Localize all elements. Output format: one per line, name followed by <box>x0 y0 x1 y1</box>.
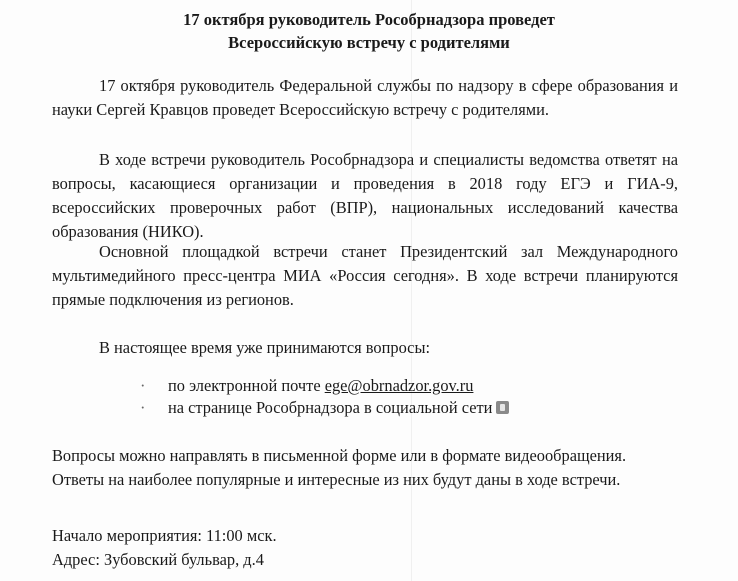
title-line-1: 17 октября руководитель Рособрнадзора проведет <box>183 10 555 29</box>
list-item-text: на странице Рособрнадзора в социальной сети <box>168 398 493 417</box>
bullet-marker: · <box>140 398 146 417</box>
event-start-time: Начало мероприятия: 11:00 мск. <box>52 526 277 545</box>
questions-prompt: В настоящее время уже принимаются вопросы: <box>99 338 431 357</box>
document-title <box>0 8 738 54</box>
vk-social-icon[interactable] <box>496 401 509 414</box>
list-item-social <box>140 396 509 420</box>
list-item-text: по электронной почте <box>168 376 325 395</box>
paragraph-topics: В ходе встречи руководитель Рособрнадзора и специалисты ведомства ответят на вопросы, касающиеся организации и проведения в 2018 году ЕГЭ и ГИА-9, всероссийских проверочных работ (ВПР), национальных исследований качества образования (НИКО). <box>52 150 678 241</box>
paragraph-announcement: 17 октября руководитель Федеральной службы по надзору в сфере образования и науки Сергей Кравцов проведет Всероссийскую встречу с родителями. <box>52 76 678 119</box>
event-address: Адрес: Зубовский бульвар, д.4 <box>52 550 264 569</box>
closing-line-1: Вопросы можно направлять в письменной форме или в формате видеообращения. <box>52 446 627 465</box>
title-line-2: Всероссийскую встречу с родителями <box>228 33 510 52</box>
paragraph-venue: Основной площадкой встречи станет Президентский зал Международного мультимедийного пресс-центра МИА «Россия сегодня». В ходе встречи планируются прямые подключения из регионов. <box>52 242 678 309</box>
closing-text <box>52 444 692 492</box>
email-link[interactable]: ege@obrnadzor.gov.ru <box>324 376 474 395</box>
list-item-email <box>140 374 473 398</box>
event-details <box>52 524 452 572</box>
bullet-marker: · <box>140 376 146 395</box>
closing-line-2: Ответы на наиболее популярные и интересные из них будут даны в ходе встречи. <box>52 470 621 489</box>
